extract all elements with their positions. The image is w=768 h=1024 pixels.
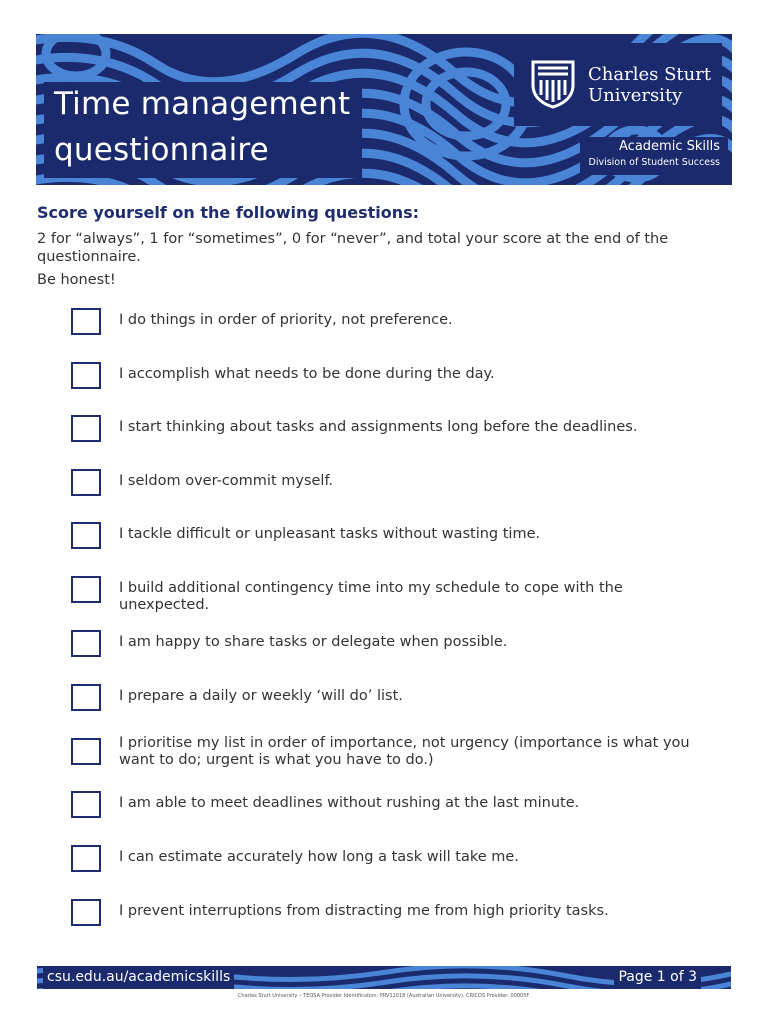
- question-item: [71, 684, 711, 724]
- score-checkbox[interactable]: [71, 576, 101, 603]
- university-logo: [514, 43, 722, 126]
- question-text: I start thinking about tasks and assignments long before the deadlines.: [119, 419, 638, 435]
- score-checkbox[interactable]: [71, 899, 101, 926]
- provider-fine-print: Charles Sturt University – TEQSA Provider Identification: PRV12018 (Australian University). CRICOS Provider: 00005F.: [237, 993, 531, 999]
- question-item: [71, 308, 711, 348]
- division-subtitle: Division of Student Success: [588, 157, 720, 168]
- question-item: [71, 362, 711, 402]
- title-box: [44, 82, 362, 178]
- question-text: I seldom over-commit myself.: [119, 473, 334, 489]
- question-item: [71, 791, 711, 831]
- header-banner: [36, 34, 732, 185]
- page-title-line-1: Time management: [54, 86, 351, 122]
- question-text: I build additional contingency time into my schedule to cope with the unexpected.: [119, 580, 623, 613]
- question-text: I prepare a daily or weekly ‘will do’ list.: [119, 688, 403, 704]
- question-item: [71, 735, 711, 778]
- university-name: [588, 64, 722, 106]
- score-checkbox[interactable]: [71, 469, 101, 496]
- department-title: Academic Skills: [619, 139, 720, 154]
- question-text: I tackle difficult or unpleasant tasks without wasting time.: [119, 526, 541, 542]
- score-checkbox[interactable]: [71, 308, 101, 335]
- question-text: I do things in order of priority, not preference.: [119, 312, 453, 328]
- page-number: Page 1 of 3: [614, 966, 701, 989]
- honesty-reminder: Be honest!: [37, 272, 116, 288]
- score-checkbox[interactable]: [71, 845, 101, 872]
- university-name-line-2: University: [588, 85, 683, 106]
- question-item: [71, 469, 711, 509]
- question-text: I prevent interruptions from distracting me from high priority tasks.: [119, 903, 609, 919]
- score-checkbox[interactable]: [71, 415, 101, 442]
- score-checkbox[interactable]: [71, 630, 101, 657]
- shield-crest-icon: [530, 59, 576, 109]
- score-checkbox[interactable]: [71, 684, 101, 711]
- university-name-line-1: Charles Sturt: [588, 64, 712, 85]
- scoring-instructions: 2 for “always”, 1 for “sometimes”, 0 for “never”, and total your score at the end of the questionnaire.: [37, 231, 669, 265]
- question-text: I am able to meet deadlines without rushing at the last minute.: [119, 795, 580, 811]
- question-text: I can estimate accurately how long a task will take me.: [119, 849, 519, 865]
- footer-bar: [37, 966, 731, 989]
- question-item: [71, 630, 711, 670]
- website-link[interactable]: csu.edu.au/academicskills: [43, 966, 234, 989]
- instructions-heading: Score yourself on the following questions:: [37, 203, 420, 222]
- page-title-line-2: questionnaire: [54, 132, 269, 168]
- question-text: I accomplish what needs to be done during the day.: [119, 366, 495, 382]
- question-text: I am happy to share tasks or delegate when possible.: [119, 634, 508, 650]
- question-item: [71, 845, 711, 885]
- score-checkbox[interactable]: [71, 738, 101, 765]
- question-item: [71, 899, 711, 939]
- question-item: [71, 522, 711, 562]
- score-checkbox[interactable]: [71, 522, 101, 549]
- question-item: [71, 415, 711, 455]
- question-text: I prioritise my list in order of importance, not urgency (importance is what you want to do; urgent is what you have to do.): [119, 735, 690, 768]
- question-item: [71, 576, 711, 616]
- score-checkbox[interactable]: [71, 791, 101, 818]
- department-box: [580, 137, 728, 175]
- score-checkbox[interactable]: [71, 362, 101, 389]
